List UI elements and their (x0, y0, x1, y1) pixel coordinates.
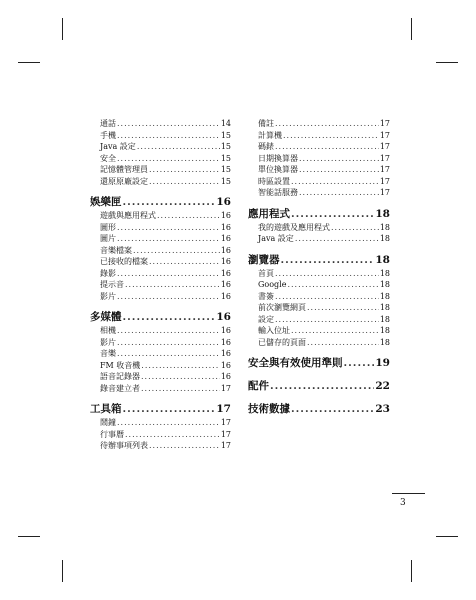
dot-leader (117, 118, 220, 130)
dot-leader (117, 348, 220, 360)
toc-entry-page: 17 (220, 429, 231, 439)
toc-entry-label: 還原原廠設定 (100, 176, 148, 186)
dot-leader (149, 176, 220, 188)
toc-entry-page: 15 (220, 153, 231, 163)
toc-entry[interactable] (248, 291, 390, 303)
toc-entry[interactable] (248, 187, 390, 199)
toc-entry-label: 我的遊戲及應用程式 (258, 222, 330, 232)
toc-section (90, 402, 231, 452)
footer-rule (392, 493, 425, 494)
crop-mark (18, 536, 40, 537)
dot-leader (275, 268, 379, 280)
dot-leader (307, 302, 379, 314)
toc-entry-page: 17 (220, 441, 231, 450)
toc-entry-label: 娛樂匣 (90, 196, 122, 208)
page-number: 3 (400, 498, 406, 508)
toc-entry[interactable] (90, 118, 231, 130)
dot-leader (123, 402, 216, 417)
toc-entry-page: 18 (375, 253, 390, 266)
toc-entry-page: 18 (375, 207, 390, 220)
toc-section (248, 356, 390, 371)
dot-leader (141, 360, 220, 372)
toc-entry-label: FM 收音機 (100, 360, 141, 370)
toc-entry-label: Java 設定 (258, 234, 294, 243)
dot-leader (270, 379, 374, 394)
toc-entry[interactable] (90, 279, 231, 291)
toc-entry-page: 17 (220, 418, 231, 427)
crop-mark (411, 560, 412, 582)
toc-entry-label: 碼錶 (258, 142, 274, 151)
toc-entry[interactable] (90, 153, 231, 165)
toc-entry-label: Java 設定 (100, 142, 136, 151)
toc-entry-label: 行事曆 (100, 429, 124, 439)
toc-entry-page: 15 (220, 142, 231, 151)
toc-entry-page: 16 (220, 211, 231, 220)
toc-entry[interactable] (248, 325, 390, 337)
toc-entry-label: 應用程式 (248, 207, 290, 220)
toc-entry[interactable] (90, 130, 231, 142)
toc-entry-page: 18 (379, 303, 390, 312)
toc-entry-page: 19 (375, 357, 390, 369)
toc-entry-page: 23 (375, 403, 390, 415)
dot-leader (299, 153, 379, 165)
toc-entry[interactable] (90, 222, 231, 234)
toc-entry-page: 16 (220, 222, 231, 232)
toc-entry-page: 16 (220, 280, 231, 289)
toc-entry-label: 安全 (100, 153, 116, 163)
dot-leader (307, 337, 379, 349)
crop-mark (62, 18, 63, 40)
dot-leader (295, 233, 379, 245)
toc-entry[interactable] (90, 210, 231, 222)
toc-entry-label: 日期換算器 (258, 153, 298, 163)
dot-leader (275, 118, 379, 130)
toc-entry-page: 18 (379, 314, 390, 324)
toc-entry[interactable] (90, 245, 231, 257)
dot-leader (117, 325, 220, 337)
dot-leader (141, 383, 220, 395)
dot-leader (291, 402, 374, 417)
toc-right-column (248, 118, 390, 417)
toc-entry-label: 智能話服務 (258, 188, 298, 197)
toc-entry-page: 16 (220, 372, 231, 381)
toc-entry-page: 18 (379, 268, 390, 278)
toc-entry-page: 17 (220, 383, 231, 393)
toc-entry[interactable] (248, 279, 390, 291)
toc-entry-page: 17 (379, 176, 390, 186)
toc-entry[interactable] (248, 337, 390, 349)
toc-entry[interactable] (90, 429, 231, 441)
toc-section-heading[interactable] (90, 402, 231, 417)
dot-leader (344, 356, 375, 371)
toc-entry-label: 備註 (258, 119, 274, 128)
dot-leader (117, 337, 220, 349)
toc-section (90, 310, 231, 394)
toc-entry[interactable] (248, 302, 390, 314)
dot-leader (117, 153, 220, 165)
toc-entry[interactable] (90, 348, 231, 360)
toc-entry[interactable] (90, 337, 231, 349)
toc-entry[interactable] (90, 360, 231, 372)
toc-entry-page: 17 (379, 165, 390, 174)
toc-entry-label: Google (258, 280, 287, 289)
crop-mark (18, 62, 40, 63)
toc-entry-label: 圖片 (100, 234, 116, 243)
dot-leader (123, 310, 216, 325)
toc-section-heading[interactable] (248, 379, 390, 394)
dot-leader (149, 164, 220, 176)
toc-entry-label: 待辦事項列表 (100, 441, 148, 450)
toc-entry-page: 14 (220, 119, 231, 128)
toc-entry[interactable] (248, 153, 390, 165)
toc-entry-label: 前次瀏覽網頁 (258, 303, 306, 312)
toc-section-heading[interactable] (90, 195, 231, 210)
toc-entry-label: 時區設置 (258, 176, 290, 186)
toc-entry-page: 17 (379, 130, 390, 140)
dot-leader (331, 222, 379, 234)
toc-entry-page: 18 (379, 326, 390, 335)
toc-entry-label: 錄影 (100, 268, 116, 278)
toc-entry-label: 已儲存的頁面 (258, 337, 306, 347)
crop-mark (436, 62, 458, 63)
toc-entry-page: 17 (379, 188, 390, 197)
toc-entry-page: 16 (220, 257, 231, 266)
toc-section (248, 207, 390, 245)
toc-entry[interactable] (90, 371, 231, 383)
toc-entry-page: 15 (220, 130, 231, 140)
toc-section-heading[interactable] (90, 310, 231, 325)
toc-entry[interactable] (90, 176, 231, 188)
toc-entry-label: 多媒體 (90, 311, 122, 323)
toc-entry[interactable] (90, 141, 231, 153)
toc-entry-page: 16 (220, 234, 231, 243)
dot-leader (117, 291, 220, 303)
toc-entry-page: 16 (216, 311, 231, 323)
dot-leader (125, 429, 220, 441)
toc-entry-label: 手機 (100, 130, 116, 140)
dot-leader (149, 256, 220, 268)
dot-leader (291, 176, 379, 188)
toc-entry-label: 工具箱 (90, 403, 122, 415)
crop-mark (411, 18, 412, 40)
dot-leader (275, 141, 379, 153)
toc-entry-page: 15 (220, 165, 231, 174)
toc-entry[interactable] (248, 314, 390, 326)
toc-entry-label: 安全與有效使用準則 (248, 357, 343, 369)
dot-leader (291, 207, 374, 222)
toc-section (248, 118, 390, 199)
toc-entry-label: 設定 (258, 314, 274, 324)
dot-leader (137, 141, 220, 153)
toc-entry-label: 影片 (100, 291, 116, 301)
toc-section (90, 118, 231, 187)
toc-entry-label: 音樂 (100, 349, 116, 358)
dot-leader (291, 325, 379, 337)
toc-entry[interactable] (90, 233, 231, 245)
toc-entry-label: 單位換算器 (258, 165, 298, 174)
toc-entry-label: 書簽 (258, 291, 274, 301)
toc-entry[interactable] (90, 325, 231, 337)
toc-entry-label: 提示音 (100, 280, 124, 289)
toc-entry-label: 已接收的檔案 (100, 257, 148, 266)
toc-section (248, 402, 390, 417)
dot-leader (157, 210, 220, 222)
toc-entry-page: 18 (379, 280, 390, 289)
dot-leader (283, 130, 379, 142)
toc-entry-label: 記憶體管理員 (100, 165, 148, 174)
toc-section-heading[interactable] (248, 253, 390, 268)
toc-entry-page: 22 (375, 380, 390, 392)
toc-section-heading[interactable] (248, 356, 390, 371)
dot-leader (299, 187, 379, 199)
toc-entry-page: 16 (220, 337, 231, 347)
toc-entry[interactable] (90, 164, 231, 176)
toc-entry[interactable] (90, 417, 231, 429)
dot-leader (125, 279, 220, 291)
toc-section-heading[interactable] (248, 402, 390, 417)
toc-entry-page: 16 (220, 326, 231, 335)
toc-entry-page: 17 (216, 403, 231, 415)
toc-entry[interactable] (248, 118, 390, 130)
toc-entry-page: 17 (379, 142, 390, 151)
dot-leader (117, 222, 220, 234)
dot-leader (275, 314, 379, 326)
crop-mark (62, 560, 63, 582)
toc-entry[interactable] (90, 256, 231, 268)
toc-entry-page: 16 (220, 268, 231, 278)
toc-entry-page: 16 (220, 349, 231, 358)
toc-entry-page: 18 (379, 337, 390, 347)
dot-leader (275, 291, 379, 303)
dot-leader (117, 268, 220, 280)
toc-entry-page: 16 (220, 291, 231, 301)
toc-entry[interactable] (248, 222, 390, 234)
toc-entry-page: 16 (216, 196, 231, 208)
toc-entry-label: 首頁 (258, 268, 274, 278)
toc-entry[interactable] (90, 440, 231, 452)
toc-entry-page: 18 (379, 291, 390, 301)
toc-left-column (90, 118, 231, 452)
toc-entry-label: 錄音建立者 (100, 383, 140, 393)
toc-entry-label: 配件 (248, 380, 269, 392)
toc-section (248, 379, 390, 394)
toc-entry-page: 17 (379, 119, 390, 128)
toc-entry[interactable] (248, 233, 390, 245)
toc-entry[interactable] (90, 268, 231, 280)
toc-entry-label: 圖形 (100, 222, 116, 232)
toc-entry-label: 瀏覽器 (248, 253, 280, 266)
toc-entry-label: 語音記錄器 (100, 372, 140, 381)
toc-section-heading[interactable] (248, 207, 390, 222)
dot-leader (117, 417, 220, 429)
toc-entry[interactable] (248, 268, 390, 280)
dot-leader (287, 279, 378, 291)
dot-leader (117, 130, 220, 142)
toc-entry-page: 18 (379, 222, 390, 232)
toc-entry-page: 15 (220, 176, 231, 186)
dot-leader (141, 371, 220, 383)
toc-entry[interactable] (248, 141, 390, 153)
crop-mark (436, 536, 458, 537)
toc-entry-page: 17 (379, 153, 390, 163)
dot-leader (299, 164, 379, 176)
toc-entry-label: 相機 (100, 326, 116, 335)
toc-entry-label: 輸入位址 (258, 326, 290, 335)
toc-entry-label: 遊戲與應用程式 (100, 211, 156, 220)
dot-leader (117, 233, 220, 245)
toc-entry-label: 通話 (100, 119, 116, 128)
toc-entry-page: 18 (379, 234, 390, 243)
toc-section (248, 253, 390, 349)
toc-entry-label: 計算機 (258, 130, 282, 140)
dot-leader (123, 195, 216, 210)
toc-entry[interactable] (248, 130, 390, 142)
toc-entry-page: 16 (220, 245, 231, 255)
dot-leader (133, 245, 220, 257)
toc-entry-label: 技術數據 (248, 403, 290, 415)
dot-leader (281, 253, 375, 268)
toc-entry[interactable] (248, 164, 390, 176)
toc-entry[interactable] (90, 383, 231, 395)
toc-entry-label: 鬧鐘 (100, 418, 116, 427)
toc-entry[interactable] (248, 176, 390, 188)
toc-entry-page: 16 (220, 360, 231, 370)
dot-leader (149, 440, 220, 452)
toc-section (90, 195, 231, 302)
toc-entry[interactable] (90, 291, 231, 303)
toc-entry-label: 音樂檔案 (100, 245, 132, 255)
toc-entry-label: 影片 (100, 337, 116, 347)
